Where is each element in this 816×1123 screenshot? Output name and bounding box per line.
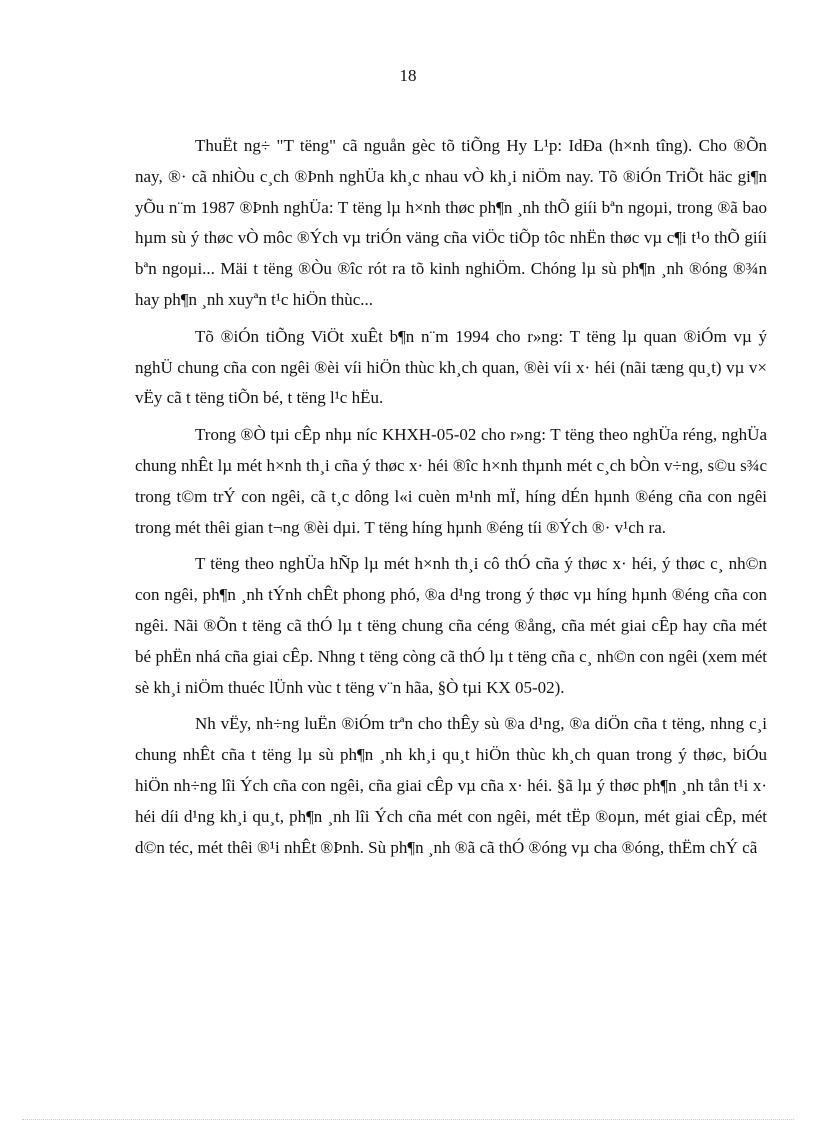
- page-bottom-rule: [22, 1119, 794, 1120]
- paragraph-broad-definition: Trong ®Ò tµi cÊp nhµ níc KHXH-05-02 cho r»ng: T tëng theo nghÜa réng, nghÜa chung nhÊt lµ mét h×nh th¸i cña ý thøc x· héi ®îc h×nh thµnh mét c¸ch bÒn v÷ng, s©u s¾c trong t©m trÝ con ngêi, cã t¸c dông l«i cuèn m¹nh mÏ, híng dÉn hµnh ®éng cña con ngêi trong mét thêi gian t¬ng ®èi dµi. T tëng híng hµnh ®éng tíi ®Ých ®· v¹ch ra.: [135, 425, 767, 537]
- body-text: [135, 131, 767, 869]
- paragraph-conclusion: Nh vËy, nh÷ng luËn ®iÓm trªn cho thÊy sù ®a d¹ng, ®a diÖn cña t tëng, nhng c¸i chung nhÊt cña t tëng lµ sù ph¶n ¸nh kh¸i qu¸t hiÖn thùc kh¸ch quan trong ý thøc, biÓu hiÖn nh÷ng lîi Ých cña con ngêi, cña giai cÊp vµ cña x· héi. §ã lµ ý thøc ph¶n ¸nh tån t¹i x· héi díi d¹ng kh¸i qu¸t, ph¶n ¸nh lîi Ých cña mét con ngêi, mét tËp ®oµn, mét giai cÊp, mét d©n téc, mét thêi ®¹i nhÊt ®Þnh. Sù ph¶n ¸nh ®ã cã thÓ ®óng vµ cha ®óng, thËm chÝ cã: [135, 714, 767, 857]
- paragraph-dictionary-definition: Tõ ®iÓn tiÕng ViÖt xuÊt b¶n n¨m 1994 cho r»ng: T tëng lµ quan ®iÓm vµ ý nghÜ chung cña con ngêi ®èi víi hiÖn thùc kh¸ch quan, ®èi víi x· héi (nãi tæng qu¸t) vµ v× vËy cã t tëng tiÕn bé, t tëng l¹c hËu.: [135, 326, 767, 408]
- page-number: 18: [399, 66, 417, 85]
- paragraph-etymology: ThuËt ng÷ "T tëng" cã nguån gèc tõ tiÕng Hy L¹p: IdÐa (h×nh tîng). Cho ®Õn nay, ®· cã nhiÒu c¸ch ®Þnh nghÜa kh¸c nhau vÒ kh¸i niÖm nay. Tõ ®iÓn TriÕt häc gi¶n yÕu n¨m 1987 ®Þnh nghÜa: T tëng lµ h×nh thøc ph¶n ¸nh thÕ giíi bªn ngoµi, trong ®ã bao hµm sù ý thøc vÒ môc ®Ých vµ triÓn väng cña viÖc tiÕp tôc nhËn thøc vµ c¶i t¹o thÕ giíi bªn ngoµi... Mäi t tëng ®Òu ®îc rót ra tõ kinh nghiÖm. Chóng lµ sù ph¶n ¸nh ®óng ®¾n hay ph¶n ¸nh xuyªn t¹c hiÖn thùc...: [135, 136, 767, 309]
- paragraph-narrow-definition: T tëng theo nghÜa hÑp lµ mét h×nh th¸i cô thÓ cña ý thøc x· héi, ý thøc c¸ nh©n con ngêi, ph¶n ¸nh tÝnh chÊt phong phó, ®a d¹ng trong ý thøc vµ híng hµnh ®éng cña con ngêi. Nãi ®Õn t tëng cã thÓ lµ t tëng chung cña céng ®ång, cña mét giai cÊp hay cña mét bé phËn nhá cña giai cÊp. Nhng t tëng còng cã thÓ lµ t tëng cña c¸ nh©n con ngêi (xem mét sè kh¸i niÖm thuéc lÜnh vùc t tëng v¨n hãa, §Ò tµi KX 05-02).: [135, 554, 767, 697]
